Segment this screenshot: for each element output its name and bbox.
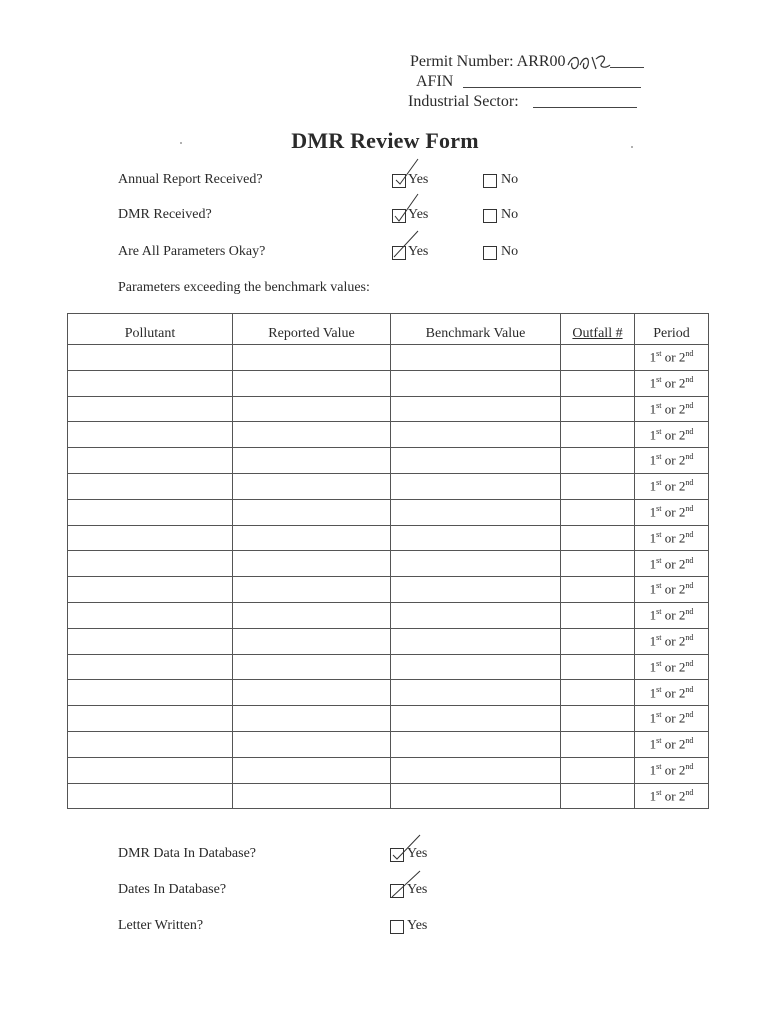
outfall-cell[interactable] xyxy=(561,370,635,396)
table-row xyxy=(68,448,709,474)
reported-value-cell[interactable] xyxy=(233,577,391,603)
period-first: 1 xyxy=(649,736,657,752)
afin-blank xyxy=(463,86,641,88)
pollutant-cell[interactable] xyxy=(68,396,233,422)
period-second-suffix: nd xyxy=(685,504,694,514)
outfall-cell[interactable] xyxy=(561,525,635,551)
table-row xyxy=(68,731,709,757)
benchmark-value-header: Benchmark Value xyxy=(391,314,561,345)
table-row xyxy=(68,602,709,628)
pollutant-cell[interactable] xyxy=(68,473,233,499)
outfall-header: Outfall # xyxy=(561,314,635,345)
period-or: or xyxy=(661,762,679,778)
period-first-suffix: st xyxy=(656,607,662,617)
period-or: or xyxy=(661,349,679,365)
page-title: DMR Review Form xyxy=(291,128,479,153)
period-or: or xyxy=(661,401,679,417)
scan-speck xyxy=(631,146,633,148)
period-second: 2 xyxy=(678,762,686,778)
pollutant-cell[interactable] xyxy=(68,731,233,757)
reported-value-cell[interactable] xyxy=(233,473,391,499)
benchmark-value-cell[interactable] xyxy=(391,602,561,628)
period-second: 2 xyxy=(678,478,686,494)
period-second-suffix: nd xyxy=(685,426,694,436)
parameters-table xyxy=(67,313,709,809)
parameters-note: Parameters exceeding the benchmark values: xyxy=(118,280,370,295)
period-first-suffix: st xyxy=(656,581,662,591)
benchmark-value-cell[interactable] xyxy=(391,525,561,551)
reported-value-cell[interactable] xyxy=(233,448,391,474)
period-second: 2 xyxy=(678,426,686,442)
outfall-cell[interactable] xyxy=(561,731,635,757)
pollutant-header: Pollutant xyxy=(68,314,233,345)
permit-handwriting xyxy=(566,55,610,71)
period-first: 1 xyxy=(649,633,657,649)
period-second: 2 xyxy=(678,736,686,752)
benchmark-value-cell[interactable] xyxy=(391,654,561,680)
period-or: or xyxy=(661,581,679,597)
dmr-received-no-checkbox[interactable] xyxy=(483,209,497,223)
benchmark-value-cell[interactable] xyxy=(391,731,561,757)
benchmark-value-cell[interactable] xyxy=(391,396,561,422)
period-second: 2 xyxy=(678,581,686,597)
period-first-suffix: st xyxy=(656,555,662,565)
period-first-suffix: st xyxy=(656,633,662,642)
period-second-suffix: nd xyxy=(685,400,694,410)
period-first: 1 xyxy=(649,349,657,365)
reported-value-cell[interactable] xyxy=(233,628,391,654)
period-second: 2 xyxy=(678,401,686,417)
parameters-table-body xyxy=(68,345,709,809)
benchmark-value-cell[interactable] xyxy=(391,628,561,654)
period-second: 2 xyxy=(678,710,686,726)
outfall-cell[interactable] xyxy=(561,628,635,654)
period-or: or xyxy=(661,478,679,494)
period-cell[interactable] xyxy=(635,783,709,809)
dmr-data-in-database-checkbox[interactable] xyxy=(390,848,404,862)
parameters-okay-question: Are All Parameters Okay? xyxy=(118,244,266,259)
period-first-suffix: st xyxy=(656,400,662,410)
letter-written-yes-label: Yes xyxy=(407,918,428,933)
period-cell[interactable] xyxy=(635,525,709,551)
table-row xyxy=(68,499,709,525)
outfall-cell[interactable] xyxy=(561,577,635,603)
period-first: 1 xyxy=(649,788,657,804)
outfall-cell[interactable] xyxy=(561,345,635,371)
dates-in-database-question: Dates In Database? xyxy=(118,882,227,897)
period-cell[interactable] xyxy=(635,577,709,603)
period-second-suffix: nd xyxy=(685,607,694,617)
benchmark-value-cell[interactable] xyxy=(391,345,561,371)
pollutant-cell[interactable] xyxy=(68,628,233,654)
pollutant-cell[interactable] xyxy=(68,680,233,706)
pollutant-cell[interactable] xyxy=(68,706,233,732)
period-second-suffix: nd xyxy=(685,710,694,720)
period-or: or xyxy=(661,788,679,804)
table-row xyxy=(68,396,709,422)
period-second-suffix: nd xyxy=(685,375,694,385)
outfall-cell[interactable] xyxy=(561,783,635,809)
pollutant-cell[interactable] xyxy=(68,422,233,448)
pollutant-cell[interactable] xyxy=(68,345,233,371)
afin-label: AFIN xyxy=(416,73,454,90)
period-second: 2 xyxy=(678,530,686,546)
benchmark-value-cell[interactable] xyxy=(391,551,561,577)
period-cell[interactable] xyxy=(635,706,709,732)
reported-value-cell[interactable] xyxy=(233,680,391,706)
reported-value-header: Reported Value xyxy=(233,314,391,345)
reported-value-cell[interactable] xyxy=(233,345,391,371)
annual-report-yes-label: Yes xyxy=(408,172,429,187)
period-first: 1 xyxy=(649,684,657,700)
outfall-cell[interactable] xyxy=(561,448,635,474)
period-cell[interactable] xyxy=(635,473,709,499)
benchmark-value-cell[interactable] xyxy=(391,577,561,603)
outfall-cell[interactable] xyxy=(561,757,635,783)
period-cell[interactable] xyxy=(635,345,709,371)
period-second-suffix: nd xyxy=(685,555,694,565)
industrial-sector-field xyxy=(408,92,637,111)
reported-value-cell[interactable] xyxy=(233,654,391,680)
letter-written-checkbox[interactable] xyxy=(390,920,404,934)
table-row xyxy=(68,706,709,732)
annual-report-no-label: No xyxy=(501,172,519,187)
reported-value-cell[interactable] xyxy=(233,525,391,551)
period-first: 1 xyxy=(649,426,657,442)
industrial-sector-blank xyxy=(533,106,637,108)
table-row xyxy=(68,473,709,499)
period-cell[interactable] xyxy=(635,757,709,783)
pollutant-cell[interactable] xyxy=(68,551,233,577)
period-second: 2 xyxy=(678,788,686,804)
period-first-suffix: st xyxy=(656,684,662,694)
period-or: or xyxy=(661,736,679,752)
period-cell[interactable] xyxy=(635,448,709,474)
outfall-cell[interactable] xyxy=(561,422,635,448)
period-first: 1 xyxy=(649,555,657,571)
period-second-suffix: nd xyxy=(685,761,694,771)
benchmark-value-cell[interactable] xyxy=(391,499,561,525)
reported-value-cell[interactable] xyxy=(233,370,391,396)
reported-value-cell[interactable] xyxy=(233,602,391,628)
period-second: 2 xyxy=(678,659,686,675)
pollutant-cell[interactable] xyxy=(68,757,233,783)
outfall-cell[interactable] xyxy=(561,499,635,525)
period-or: or xyxy=(661,555,679,571)
outfall-cell[interactable] xyxy=(561,680,635,706)
table-row xyxy=(68,551,709,577)
benchmark-value-cell[interactable] xyxy=(391,473,561,499)
period-first: 1 xyxy=(649,452,657,468)
table-row xyxy=(68,783,709,809)
dates-in-database-yes-label: Yes xyxy=(407,882,428,897)
table-row xyxy=(68,525,709,551)
reported-value-cell[interactable] xyxy=(233,396,391,422)
period-second: 2 xyxy=(678,375,686,391)
period-cell[interactable] xyxy=(635,422,709,448)
permit-number-label: Permit Number: ARR00 xyxy=(410,53,566,70)
table-row xyxy=(68,680,709,706)
period-second: 2 xyxy=(678,633,686,649)
period-first: 1 xyxy=(649,659,657,675)
benchmark-value-cell[interactable] xyxy=(391,757,561,783)
pollutant-cell[interactable] xyxy=(68,654,233,680)
period-or: or xyxy=(661,633,679,649)
period-first-suffix: st xyxy=(656,452,662,462)
letter-written-question: Letter Written? xyxy=(118,918,204,933)
pollutant-cell[interactable] xyxy=(68,602,233,628)
pollutant-cell[interactable] xyxy=(68,525,233,551)
period-first-suffix: st xyxy=(656,710,662,720)
period-first-suffix: st xyxy=(656,426,662,436)
period-or: or xyxy=(661,710,679,726)
period-cell[interactable] xyxy=(635,551,709,577)
period-second: 2 xyxy=(678,607,686,623)
period-cell[interactable] xyxy=(635,654,709,680)
period-first-suffix: st xyxy=(656,529,662,539)
period-first: 1 xyxy=(649,710,657,726)
period-or: or xyxy=(661,684,679,700)
benchmark-value-cell[interactable] xyxy=(391,680,561,706)
period-second-suffix: nd xyxy=(685,684,694,694)
benchmark-value-cell[interactable] xyxy=(391,783,561,809)
dmr-received-yes-checkbox[interactable] xyxy=(392,209,406,223)
industrial-sector-label: Industrial Sector: xyxy=(408,93,519,110)
outfall-cell[interactable] xyxy=(561,551,635,577)
period-or: or xyxy=(661,530,679,546)
pollutant-cell[interactable] xyxy=(68,499,233,525)
parameters-okay-yes-checkbox[interactable] xyxy=(392,246,406,260)
period-or: or xyxy=(661,452,679,468)
period-first-suffix: st xyxy=(656,375,662,385)
table-row xyxy=(68,577,709,603)
period-first: 1 xyxy=(649,504,657,520)
reported-value-cell[interactable] xyxy=(233,499,391,525)
permit-number-field xyxy=(410,52,644,71)
period-or: or xyxy=(661,659,679,675)
annual-report-no-checkbox[interactable] xyxy=(483,174,497,188)
outfall-cell[interactable] xyxy=(561,473,635,499)
table-row xyxy=(68,370,709,396)
dmr-received-no-label: No xyxy=(501,207,519,222)
table-header-row xyxy=(68,314,709,345)
dates-in-database-checkbox[interactable] xyxy=(390,884,404,898)
period-cell[interactable] xyxy=(635,628,709,654)
scan-speck xyxy=(180,142,182,144)
table-row xyxy=(68,628,709,654)
period-second-suffix: nd xyxy=(685,658,694,668)
handwritten-digits-graphic xyxy=(566,53,614,73)
period-first-suffix: st xyxy=(656,349,662,359)
period-second-suffix: nd xyxy=(685,633,694,642)
pollutant-cell[interactable] xyxy=(68,448,233,474)
period-first-suffix: st xyxy=(656,761,662,771)
benchmark-value-cell[interactable] xyxy=(391,706,561,732)
table-row xyxy=(68,422,709,448)
period-or: or xyxy=(661,607,679,623)
pollutant-cell[interactable] xyxy=(68,783,233,809)
reported-value-cell[interactable] xyxy=(233,757,391,783)
period-cell[interactable] xyxy=(635,680,709,706)
period-first: 1 xyxy=(649,478,657,494)
annual-report-question: Annual Report Received? xyxy=(118,172,263,187)
period-cell[interactable] xyxy=(635,499,709,525)
period-second-suffix: nd xyxy=(685,736,694,746)
period-first-suffix: st xyxy=(656,478,662,488)
reported-value-cell[interactable] xyxy=(233,783,391,809)
parameters-okay-yes-label: Yes xyxy=(408,244,429,259)
period-second-suffix: nd xyxy=(685,349,694,359)
benchmark-value-cell[interactable] xyxy=(391,370,561,396)
period-cell[interactable] xyxy=(635,731,709,757)
reported-value-cell[interactable] xyxy=(233,422,391,448)
dmr-data-in-database-yes-label: Yes xyxy=(407,846,428,861)
period-or: or xyxy=(661,375,679,391)
period-second: 2 xyxy=(678,452,686,468)
period-cell[interactable] xyxy=(635,602,709,628)
period-second-suffix: nd xyxy=(685,581,694,591)
reported-value-cell[interactable] xyxy=(233,731,391,757)
dmr-received-question: DMR Received? xyxy=(118,207,212,222)
period-second-suffix: nd xyxy=(685,452,694,462)
period-second-suffix: nd xyxy=(685,787,694,797)
afin-field xyxy=(416,72,641,91)
period-first: 1 xyxy=(649,762,657,778)
outfall-cell[interactable] xyxy=(561,654,635,680)
reported-value-cell[interactable] xyxy=(233,706,391,732)
period-or: or xyxy=(661,504,679,520)
period-first-suffix: st xyxy=(656,736,662,746)
period-second: 2 xyxy=(678,555,686,571)
benchmark-value-cell[interactable] xyxy=(391,448,561,474)
period-first: 1 xyxy=(649,375,657,391)
period-header: Period xyxy=(635,314,709,345)
pollutant-cell[interactable] xyxy=(68,370,233,396)
period-second: 2 xyxy=(678,504,686,520)
parameters-okay-no-checkbox[interactable] xyxy=(483,246,497,260)
annual-report-yes-checkbox[interactable] xyxy=(392,174,406,188)
outfall-cell[interactable] xyxy=(561,396,635,422)
period-first: 1 xyxy=(649,530,657,546)
period-first-suffix: st xyxy=(656,504,662,514)
period-second-suffix: nd xyxy=(685,529,694,539)
period-first: 1 xyxy=(649,401,657,417)
period-first-suffix: st xyxy=(656,658,662,668)
period-first: 1 xyxy=(649,581,657,597)
period-or: or xyxy=(661,426,679,442)
table-row xyxy=(68,654,709,680)
outfall-cell[interactable] xyxy=(561,602,635,628)
pollutant-cell[interactable] xyxy=(68,577,233,603)
period-cell[interactable] xyxy=(635,396,709,422)
outfall-cell[interactable] xyxy=(561,706,635,732)
period-cell[interactable] xyxy=(635,370,709,396)
period-first: 1 xyxy=(649,607,657,623)
period-first-suffix: st xyxy=(656,787,662,797)
parameters-okay-no-label: No xyxy=(501,244,519,259)
reported-value-cell[interactable] xyxy=(233,551,391,577)
dmr-data-in-database-question: DMR Data In Database? xyxy=(118,846,257,861)
period-second: 2 xyxy=(678,684,686,700)
table-row xyxy=(68,757,709,783)
table-row xyxy=(68,345,709,371)
period-second: 2 xyxy=(678,349,686,365)
dmr-received-yes-label: Yes xyxy=(408,207,429,222)
period-second-suffix: nd xyxy=(685,478,694,488)
benchmark-value-cell[interactable] xyxy=(391,422,561,448)
